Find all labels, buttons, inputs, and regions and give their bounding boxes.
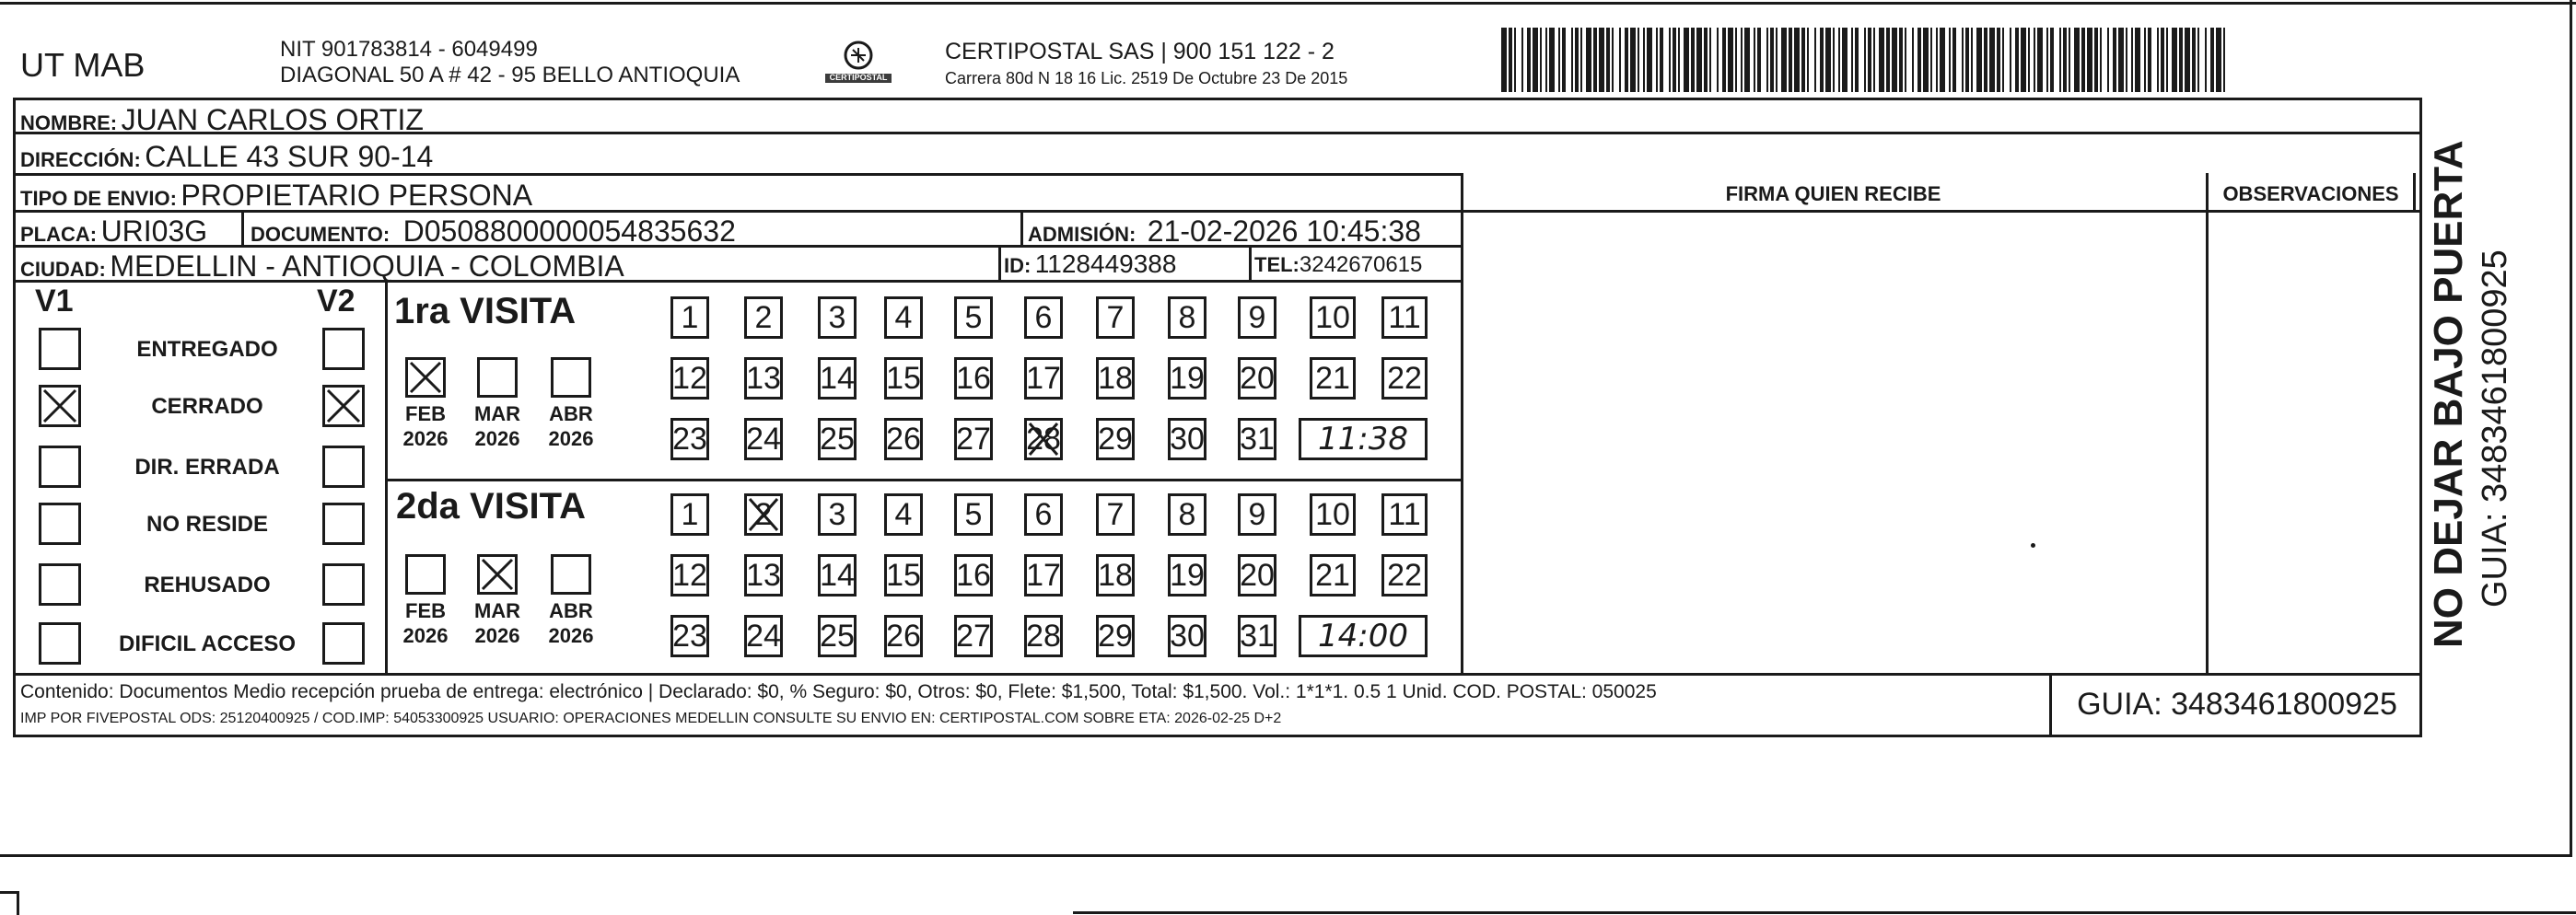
direccion-value: CALLE 43 SUR 90-14: [145, 140, 434, 173]
first-visit-day-cell[interactable]: 30: [1168, 418, 1206, 460]
carrier-license: Carrera 80d N 18 16 Lic. 2519 De Octubre 23 De 2015: [945, 69, 1348, 87]
x-mark: [408, 360, 443, 395]
second-visit-month-checkbox[interactable]: [551, 554, 591, 595]
company-address: DIAGONAL 50 A # 42 - 95 BELLO ANTIOQUIA: [280, 63, 740, 87]
second-visit-day-cell[interactable]: 8: [1168, 493, 1206, 536]
tipo-label: TIPO DE ENVIO:: [20, 187, 177, 210]
first-visit-day-cell[interactable]: 23: [670, 418, 709, 460]
second-visit-day-cell[interactable]: 31: [1238, 615, 1276, 657]
second-visit-day-cell[interactable]: 22: [1381, 554, 1428, 596]
first-visit-day-cell[interactable]: 18: [1096, 357, 1135, 400]
first-visit-day-cell[interactable]: 22: [1381, 357, 1428, 400]
second-visit-day-cell[interactable]: 11: [1381, 493, 1428, 536]
first-visit-day-cell[interactable]: 10: [1310, 296, 1356, 339]
first-visit-day-cell[interactable]: 11: [1381, 296, 1428, 339]
first-visit-month-checkbox[interactable]: [477, 357, 518, 398]
first-visit-day-cell[interactable]: 29: [1096, 418, 1135, 460]
first-visit-day-cell[interactable]: 27: [954, 418, 993, 460]
ciudad-value: MEDELLIN - ANTIOQUIA - COLOMBIA: [110, 249, 624, 283]
placa-value: URI03G: [100, 214, 208, 248]
second-visit-month-label: ABR 2026: [548, 599, 594, 647]
carrier-logo: [820, 39, 897, 90]
status-label: NO RESIDE: [146, 512, 269, 537]
second-visit-day-cell[interactable]: 18: [1096, 554, 1135, 596]
status-label: REHUSADO: [144, 573, 271, 597]
second-visit-day-cell[interactable]: 19: [1168, 554, 1206, 596]
v1-checkbox[interactable]: [39, 622, 81, 665]
side-guia: GUIA: 3483461800925: [2476, 249, 2514, 608]
first-visit-month-checkbox[interactable]: [551, 357, 591, 398]
second-visit-month-label: FEB 2026: [402, 599, 449, 647]
v1-checkbox[interactable]: [39, 503, 81, 545]
first-visit-day-cell[interactable]: 9: [1238, 296, 1276, 339]
second-visit-time-cell[interactable]: 14:00: [1299, 615, 1428, 657]
tipo-value: PROPIETARIO PERSONA: [181, 179, 533, 212]
direccion-row: [20, 140, 433, 174]
admision-label: ADMISIÓN:: [1028, 223, 1136, 246]
second-visit-day-cell[interactable]: 21: [1310, 554, 1356, 596]
placa-row: [20, 214, 207, 249]
second-visit-day-cell[interactable]: 26: [884, 615, 923, 657]
second-visit-day-cell[interactable]: 27: [954, 615, 993, 657]
x-mark: [325, 388, 362, 424]
second-visit-day-cell[interactable]: 29: [1096, 615, 1135, 657]
first-visit-day-cell[interactable]: 7: [1096, 296, 1135, 339]
second-visit-day-cell[interactable]: 16: [954, 554, 993, 596]
admision-row: [1028, 214, 1421, 249]
status-label: DIFICIL ACCESO: [118, 631, 296, 656]
second-visit-day-cell[interactable]: 14: [818, 554, 857, 596]
first-visit-day-cell[interactable]: 6: [1024, 296, 1063, 339]
footer-content: Contenido: Documentos Medio recepción prueba de entrega: electrónico | Declarado: $0, % Seguro: $0, Otros: $0, Flete: $1,500, Total: $1,500. Vol.: 1*1*1. 0.5 1 Unid. COD. POSTAL: 050025: [20, 681, 1657, 702]
first-visit-day-cell[interactable]: 24: [744, 418, 783, 460]
status-label: ENTREGADO: [136, 337, 278, 362]
v2-checkbox[interactable]: [322, 385, 365, 427]
nombre-value: JUAN CARLOS ORTIZ: [121, 103, 424, 136]
second-visit-day-cell[interactable]: 6: [1024, 493, 1063, 536]
second-visit-month-checkbox[interactable]: [477, 554, 518, 595]
first-visit-day-cell[interactable]: 17: [1024, 357, 1063, 400]
firma-label: FIRMA QUIEN RECIBE: [1725, 182, 1941, 205]
page-edge-right: [1073, 911, 2576, 914]
first-visit-day-cell[interactable]: 1: [670, 296, 709, 339]
v1-checkbox[interactable]: [39, 446, 81, 488]
second-visit-month-checkbox[interactable]: [405, 554, 446, 595]
observaciones-label: OBSERVACIONES: [2222, 182, 2399, 205]
v1-checkbox[interactable]: [39, 385, 81, 427]
second-visit-title: 2da VISITA: [396, 486, 586, 527]
footer-imp: IMP POR FIVEPOSTAL ODS: 25120400925 / COD.IMP: 54053300925 USUARIO: OPERACIONES MEDELLIN CONSULTE SU ENVIO EN: CERTIPOSTAL.COM SOBRE ETA: 2026-02-25 D+2: [20, 711, 1282, 726]
side-warning: NO DEJAR BAJO PUERTA: [2426, 140, 2471, 648]
ciudad-row: [20, 249, 624, 284]
status-label: DIR. ERRADA: [134, 455, 280, 480]
v1-header: V1: [35, 284, 74, 319]
v1-checkbox[interactable]: [39, 328, 81, 370]
v2-checkbox[interactable]: [322, 446, 365, 488]
scan-frame-right: [2570, 0, 2572, 856]
v2-checkbox[interactable]: [322, 328, 365, 370]
tel-value: 3242670615: [1299, 252, 1423, 277]
nombre-row: [20, 103, 424, 137]
second-visit-day-cell[interactable]: 30: [1168, 615, 1206, 657]
company-name: UT MAB: [20, 46, 146, 84]
first-visit-day-cell[interactable]: 25: [818, 418, 857, 460]
first-visit-month-label: FEB 2026: [402, 402, 449, 450]
first-visit-day-cell[interactable]: 8: [1168, 296, 1206, 339]
company-nit: NIT 901783814 - 6049499: [280, 37, 538, 62]
carrier-name: CERTIPOSTAL SAS | 900 151 122 - 2: [945, 39, 1335, 64]
second-visit-day-cell[interactable]: 12: [670, 554, 709, 596]
documento-row: [251, 214, 736, 249]
second-visit-day-cell[interactable]: 25: [818, 615, 857, 657]
tipo-row: [20, 179, 532, 213]
first-visit-day-cell[interactable]: 3: [818, 296, 857, 339]
documento-label: DOCUMENTO:: [251, 223, 390, 246]
second-visit-day-cell[interactable]: 5: [954, 493, 993, 536]
v1-checkbox[interactable]: [39, 563, 81, 606]
first-visit-day-cell[interactable]: 15: [884, 357, 923, 400]
second-visit-day-cell[interactable]: 13: [744, 554, 783, 596]
first-visit-day-cell[interactable]: 4: [884, 296, 923, 339]
first-visit-month-checkbox[interactable]: [405, 357, 446, 398]
scan-frame-bottom: [0, 854, 2572, 857]
tel-label: TEL:: [1254, 253, 1300, 276]
tel-row: [1254, 252, 1422, 278]
second-visit-day-cell[interactable]: 1: [670, 493, 709, 536]
first-visit-day-cell[interactable]: 5: [954, 296, 993, 339]
first-visit-time-cell[interactable]: 11:38: [1299, 418, 1428, 460]
page-edge-left: [0, 891, 17, 894]
second-visit-day-cell[interactable]: 17: [1024, 554, 1063, 596]
footer-guia: GUIA: 3483461800925: [2077, 687, 2397, 722]
second-visit-day-cell[interactable]: 9: [1238, 493, 1276, 536]
id-label: ID:: [1004, 254, 1032, 277]
direccion-label: DIRECCIÓN:: [20, 148, 141, 171]
documento-value: D0508800000054835632: [402, 214, 736, 248]
first-visit-day-cell[interactable]: 13: [744, 357, 783, 400]
x-mark: [747, 496, 780, 533]
scan-frame-top: [0, 2, 2576, 5]
second-visit-day-cell[interactable]: 3: [818, 493, 857, 536]
v2-checkbox[interactable]: [322, 563, 365, 606]
second-visit-day-cell[interactable]: 28: [1024, 615, 1063, 657]
second-visit-month-label: MAR 2026: [473, 599, 521, 647]
second-visit-day-cell[interactable]: 24: [744, 615, 783, 657]
second-visit-day-cell[interactable]: 15: [884, 554, 923, 596]
first-visit-day-cell[interactable]: 2: [744, 296, 783, 339]
first-visit-day-cell[interactable]: 16: [954, 357, 993, 400]
x-mark: [41, 388, 78, 424]
first-visit-day-cell[interactable]: 28: [1024, 418, 1063, 460]
first-visit-title: 1ra VISITA: [394, 291, 577, 331]
placa-label: PLACA:: [20, 223, 98, 246]
first-visit-day-cell[interactable]: 20: [1238, 357, 1276, 400]
carrier-logo-text: CERTIPOSTAL: [829, 73, 888, 82]
nombre-label: NOMBRE:: [20, 111, 118, 134]
admision-value: 21-02-2026 10:45:38: [1147, 214, 1421, 248]
v2-checkbox[interactable]: [322, 622, 365, 665]
signature-mark: [2031, 543, 2035, 548]
second-visit-day-cell[interactable]: 2: [744, 493, 783, 536]
status-label: CERRADO: [151, 394, 263, 419]
id-value: 1128449388: [1034, 249, 1177, 278]
first-visit-month-label: ABR 2026: [548, 402, 594, 450]
first-visit-day-cell[interactable]: 31: [1238, 418, 1276, 460]
barcode: [1501, 28, 2229, 92]
x-mark: [1027, 421, 1060, 458]
second-visit-day-cell[interactable]: 10: [1310, 493, 1356, 536]
first-visit-day-cell[interactable]: 19: [1168, 357, 1206, 400]
v2-checkbox[interactable]: [322, 503, 365, 545]
second-visit-day-cell[interactable]: 7: [1096, 493, 1135, 536]
first-visit-day-cell[interactable]: 14: [818, 357, 857, 400]
second-visit-day-cell[interactable]: 20: [1238, 554, 1276, 596]
second-visit-day-cell[interactable]: 23: [670, 615, 709, 657]
v2-header: V2: [317, 284, 356, 319]
first-visit-month-label: MAR 2026: [473, 402, 521, 450]
first-visit-day-cell[interactable]: 26: [884, 418, 923, 460]
first-visit-day-cell[interactable]: 12: [670, 357, 709, 400]
ciudad-label: CIUDAD:: [20, 258, 106, 281]
x-mark: [480, 557, 515, 592]
first-visit-day-cell[interactable]: 21: [1310, 357, 1356, 400]
page-edge-left-v: [17, 891, 19, 915]
id-row: [1004, 249, 1176, 279]
second-visit-day-cell[interactable]: 4: [884, 493, 923, 536]
